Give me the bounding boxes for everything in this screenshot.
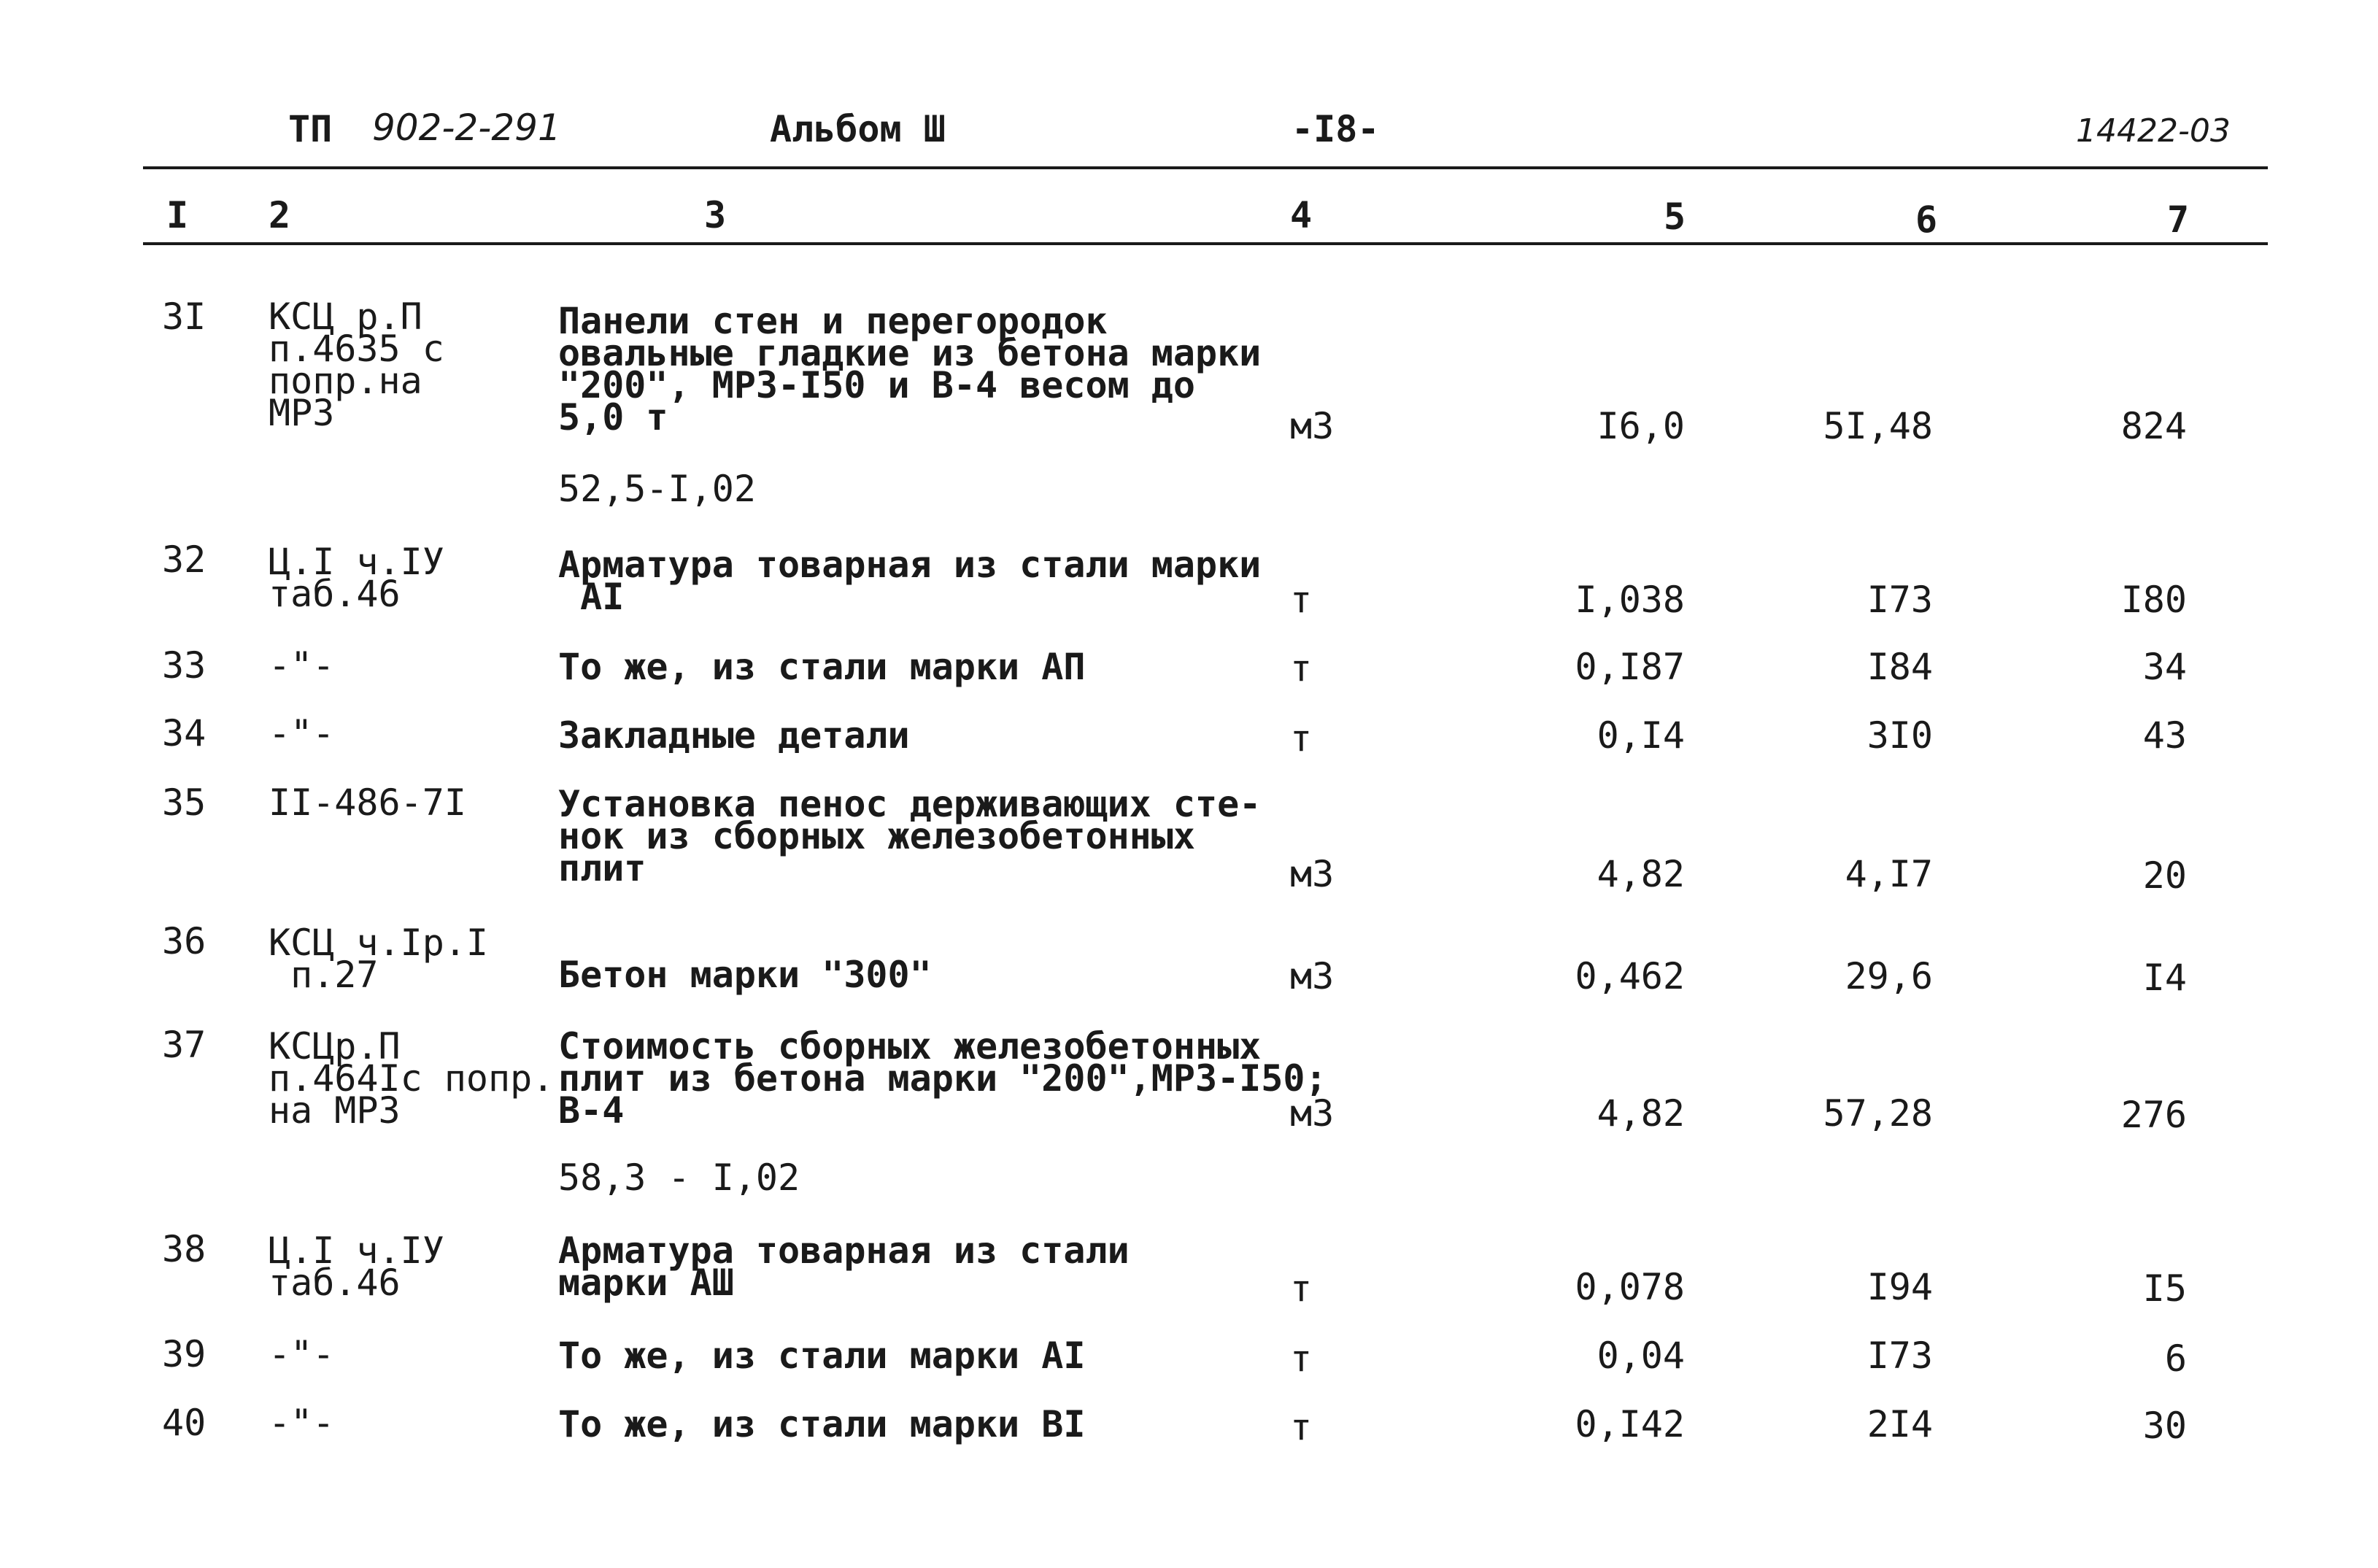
row-unit: м3 (1290, 955, 1335, 997)
row-number: 33 (162, 644, 206, 687)
header-rule-top (143, 166, 2268, 169)
row-description: Арматура товарная из стали марки АШ (558, 1229, 1130, 1304)
row-number: 34 (162, 712, 206, 754)
row-description: Арматура товарная из стали марки АI (558, 544, 1262, 618)
row-quantity: 0,I87 (1575, 646, 1685, 688)
row-quantity: 0,I42 (1575, 1403, 1685, 1445)
row-description: Панели стен и перегородок овальные гладкие из бетона марки "200", МРЗ-I50 и В-4 весом до 5,0 т (558, 300, 1262, 439)
row-price: 5I,48 (1823, 405, 1933, 447)
row-code: Ц.I ч.IУ таб.46 (269, 1229, 444, 1304)
row-unit: т (1290, 579, 1313, 621)
row-quantity: 0,04 (1597, 1335, 1685, 1377)
row-total: 20 (2142, 854, 2187, 897)
row-price: I84 (1867, 646, 1933, 688)
row-number: 32 (162, 538, 206, 581)
row-description: Бетон марки "300" (558, 954, 932, 996)
row-description: То же, из стали марки АI (558, 1335, 1086, 1377)
column-number-3: 3 (704, 194, 727, 236)
row-code: КСЦ ч.Iр.I п.27 (269, 922, 489, 996)
row-price: 4,I7 (1845, 853, 1933, 895)
row-number: 39 (162, 1333, 206, 1375)
row-unit: м3 (1290, 405, 1335, 447)
row-code: II-486-7I (269, 781, 466, 824)
row-quantity: 4,82 (1597, 1092, 1685, 1135)
column-number-1: I (166, 194, 189, 236)
row-description: Установка пенос держивающих сте- нок из сборных железобетонных плит (558, 783, 1262, 889)
row-description: Закладные детали (558, 714, 910, 757)
row-unit: т (1290, 647, 1313, 690)
page-number: -I8- (1292, 108, 1380, 150)
row-total: 30 (2142, 1405, 2187, 1447)
row-code: -"- (269, 644, 335, 687)
row-code: -"- (269, 1402, 335, 1444)
column-number-7: 7 (2167, 198, 2190, 241)
row-unit: т (1290, 1406, 1313, 1448)
row-description: То же, из стали марки ВI (558, 1403, 1086, 1445)
row-price: 29,6 (1845, 955, 1933, 997)
column-number-5: 5 (1664, 196, 1686, 238)
row-price: I73 (1867, 1335, 1933, 1377)
column-number-2: 2 (269, 194, 291, 236)
row-code: КСЦ р.П п.4635 с попр.на МРЗ (269, 296, 444, 434)
row-total: 43 (2142, 714, 2187, 757)
row-total: I5 (2142, 1267, 2187, 1310)
row-unit: т (1290, 1267, 1313, 1310)
row-code: -"- (269, 712, 335, 754)
row-total: I80 (2120, 579, 2187, 621)
row-price: 2I4 (1867, 1403, 1933, 1445)
row-total: 824 (2120, 405, 2187, 447)
column-number-6: 6 (1915, 198, 1938, 241)
row-total: 34 (2142, 646, 2187, 688)
registry-number: 14422-03 (2076, 112, 2231, 150)
row-unit: т (1290, 1337, 1313, 1380)
row-code: Ц.I ч.IУ таб.46 (269, 541, 444, 615)
row-quantity: I6,0 (1597, 405, 1685, 447)
row-unit: т (1290, 717, 1313, 760)
row-price: I73 (1867, 579, 1933, 621)
row-code: КСЦр.П п.464Iс попр. на МРЗ (269, 1025, 555, 1132)
row-quantity: I,038 (1575, 579, 1685, 621)
row-price: I94 (1867, 1266, 1933, 1308)
row-quantity: 0,078 (1575, 1266, 1685, 1308)
row-number: 36 (162, 920, 206, 962)
row-total: I4 (2142, 957, 2187, 999)
row-total: 276 (2120, 1094, 2187, 1136)
row-unit: м3 (1290, 1092, 1335, 1135)
row-note: 52,5-I,02 (558, 468, 756, 510)
row-price: 57,28 (1823, 1092, 1933, 1135)
row-code: -"- (269, 1333, 335, 1375)
column-number-4: 4 (1290, 194, 1313, 236)
header-rule-bottom (143, 242, 2268, 245)
row-number: 35 (162, 781, 206, 824)
row-quantity: 4,82 (1597, 853, 1685, 895)
row-number: 40 (162, 1402, 206, 1444)
album-label: Альбом Ш (770, 108, 946, 150)
row-description: Стоимость сборных железобетонных плит из бетона марки "200",МРЗ-I50; В-4 (558, 1025, 1327, 1132)
row-number: 37 (162, 1024, 206, 1066)
row-price: 3I0 (1867, 714, 1933, 757)
row-unit: м3 (1290, 853, 1335, 895)
row-quantity: 0,462 (1575, 955, 1685, 997)
row-number: 38 (162, 1228, 206, 1270)
row-note: 58,3 - I,02 (558, 1156, 800, 1199)
doc-number: 902-2-291 (372, 107, 561, 149)
row-number: 3I (162, 296, 206, 338)
row-quantity: 0,I4 (1597, 714, 1685, 757)
row-total: 6 (2164, 1337, 2187, 1380)
doc-label: ТП (288, 108, 333, 150)
row-description: То же, из стали марки АП (558, 646, 1086, 688)
